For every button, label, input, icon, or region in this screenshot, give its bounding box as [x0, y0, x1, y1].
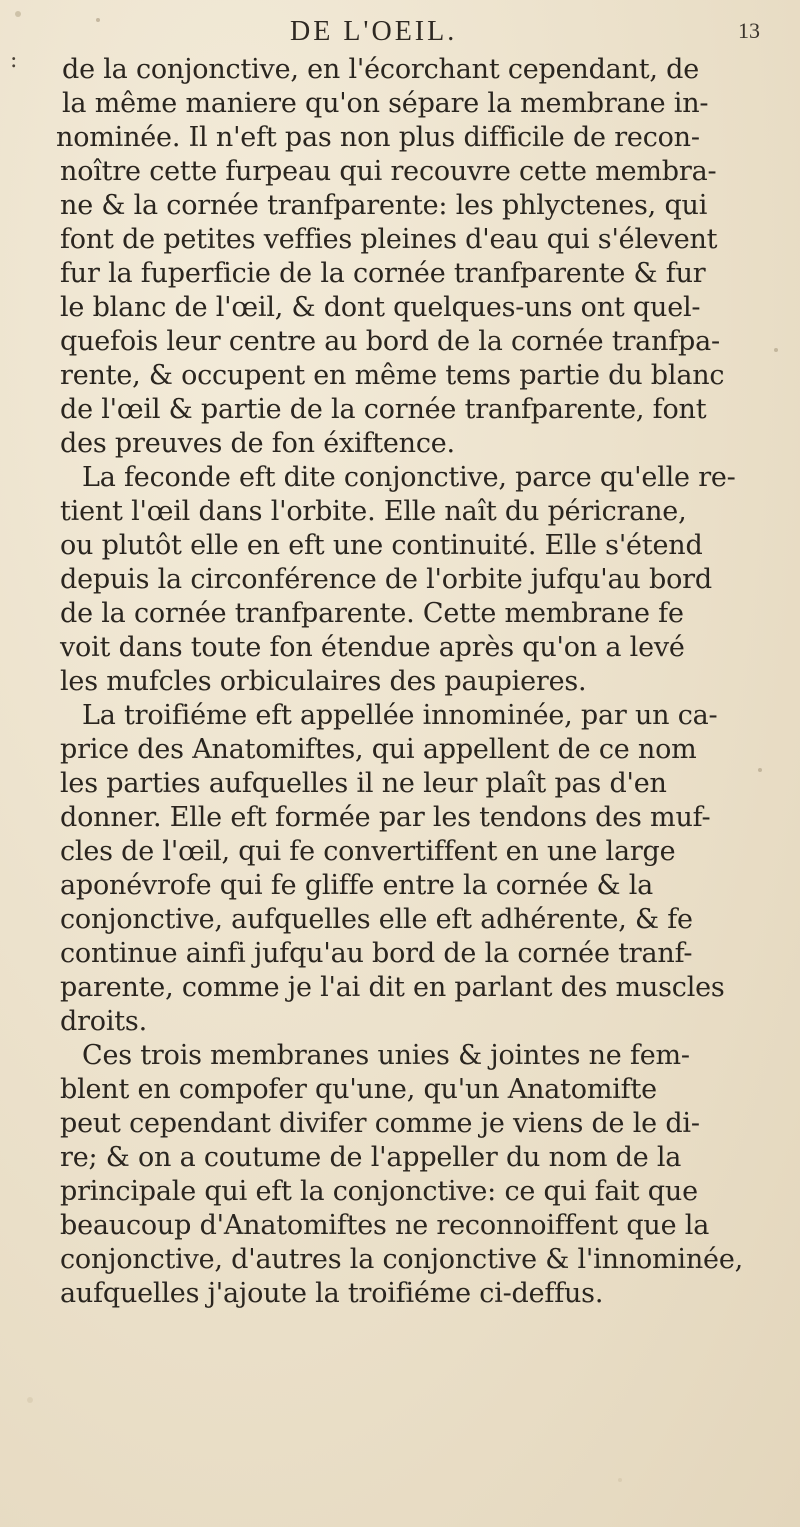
text-line: aufquelles j'ajoute la troifiéme ci-deffus.: [60, 1278, 604, 1309]
text-line: quefois leur centre au bord de la cornée tranfpa-: [60, 326, 720, 357]
text-line: re; & on a coutume de l'appeller du nom de la: [60, 1142, 682, 1173]
text-line: parente, comme je l'ai dit en parlant des muscles: [60, 972, 725, 1003]
text-line: le blanc de l'œil, & dont quelques-uns ont quel-: [60, 292, 701, 323]
text-line: blent en compofer qu'une, qu'un Anatomifte: [60, 1074, 657, 1105]
running-head: [0, 12, 800, 52]
text-line: La troifiéme eft appellée innominée, par un ca-: [82, 700, 718, 731]
text-line: donner. Elle eft formée par les tendons des muf-: [60, 802, 711, 833]
text-line: cles de l'œil, qui fe convertiffent en une large: [60, 836, 676, 867]
text-line: conjonctive, d'autres la conjonctive & l'innominée,: [60, 1244, 743, 1275]
text-line: rente, & occupent en même tems partie du blanc: [60, 360, 725, 391]
page-number: 13: [738, 18, 760, 43]
text-line: les parties aufquelles il ne leur plaît pas d'en: [60, 768, 667, 799]
text-line: des preuves de fon éxiftence.: [60, 428, 455, 459]
text-line: peut cependant divifer comme je viens de le di-: [60, 1108, 700, 1139]
text-line: les mufcles orbiculaires des paupieres.: [60, 666, 587, 697]
text-line: voit dans toute fon étendue après qu'on a levé: [60, 632, 685, 663]
text-line: font de petites veffies pleines d'eau qui s'élevent: [60, 224, 718, 255]
text-line: tient l'œil dans l'orbite. Elle naît du péricrane,: [60, 496, 687, 527]
text-line: continue ainfi jufqu'au bord de la cornée tranf-: [60, 938, 693, 969]
text-line: ne & la cornée tranfparente: les phlyctenes, qui: [60, 190, 708, 221]
text-line: la même maniere qu'on sépare la membrane in-: [62, 88, 709, 119]
margin-mark: :: [10, 48, 18, 73]
running-title: DE L'OEIL.: [290, 16, 458, 47]
text-line: principale qui eft la conjonctive: ce qui fait que: [60, 1176, 698, 1207]
text-line: noître cette furpeau qui recouvre cette membra-: [60, 156, 717, 187]
text-line: depuis la circonférence de l'orbite jufqu'au bord: [60, 564, 712, 595]
text-line: aponévrofe qui fe gliffe entre la cornée & la: [60, 870, 654, 901]
text-line: Ces trois membranes unies & jointes ne fem-: [82, 1040, 690, 1071]
text-line: de la cornée tranfparente. Cette membrane fe: [60, 598, 684, 629]
text-line: de l'œil & partie de la cornée tranfparente, font: [60, 394, 707, 425]
text-line: price des Anatomiftes, qui appellent de ce nom: [60, 734, 697, 765]
text-line: beaucoup d'Anatomiftes ne reconnoiffent que la: [60, 1210, 710, 1241]
text-line: La feconde eft dite conjonctive, parce qu'elle re-: [82, 462, 736, 493]
text-line: ou plutôt elle en eft une continuité. Elle s'étend: [60, 530, 703, 561]
text-line: droits.: [60, 1006, 147, 1037]
text-line: de la conjonctive, en l'écorchant cependant, de: [62, 54, 700, 85]
text-line: nominée. Il n'eft pas non plus difficile de recon-: [56, 122, 700, 153]
text-line: fur la fuperficie de la cornée tranfparente & fur: [60, 258, 706, 289]
text-line: conjonctive, aufquelles elle eft adhérente, & fe: [60, 904, 693, 935]
